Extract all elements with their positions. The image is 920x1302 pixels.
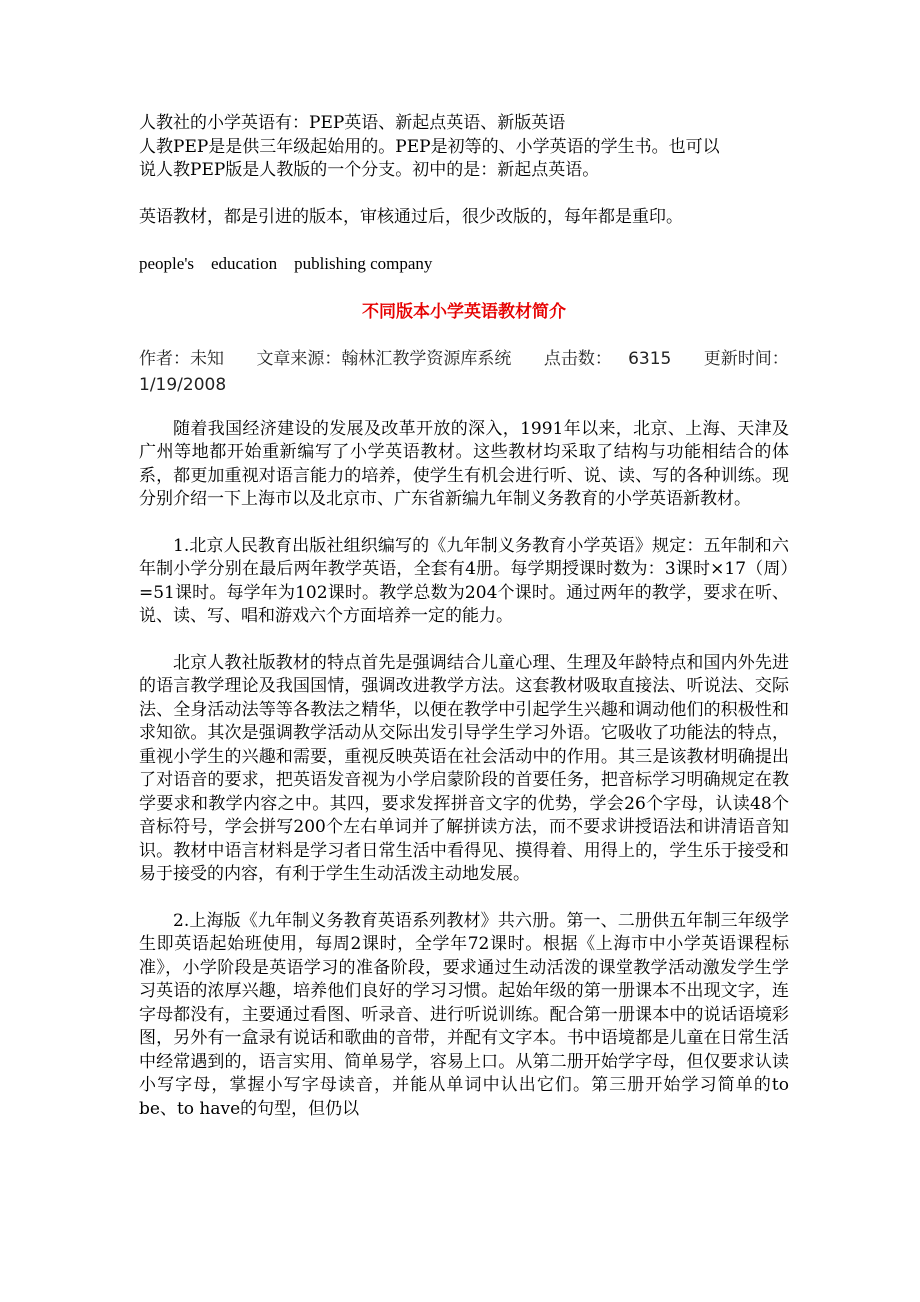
paragraph-shanghai: 2.上海版《九年制义务教育英语系列教材》共六册。第一、二册供五年制三年级学生即英语起始班使用，每周2课时，全学年72课时。根据《上海市中小学英语课程标准》，小学阶段是英语学习的准备阶段，要求通过生动活泼的课堂教学活动激发学生学习英语的浓厚兴趣，培养他们良好的学习习惯。起始年级的第一册课本不出现文字，连字母都没有，主要通过看图、听录音、进行听说训练。配合第一册课本中的说话语境彩图，另外有一盒录有说话和歌曲的音带，并配有文字本。书中语境都是儿童在日常生活中经常遇到的，语言实用、简单易学，容易上口。从第二册开始学字母，但仅要求认读小写字母，掌握小写字母读音，并能从单词中认出它们。第三册开始学习简单的to be、to have的句型，但仍以 [139, 910, 789, 1119]
intro-line-1: 人教社的小学英语有：PEP英语、新起点英语、新版英语 [139, 113, 566, 133]
updated-label: 更新时间： [703, 348, 789, 369]
paragraph-beijing-overview: 1.北京人民教育出版社组织编写的《九年制义务教育小学英语》规定：五年制和六年制小学分别在最后两年教学英语，全套有4册。每学期授课时数为：3课时×17（周）=51课时。每学年为102课时。教学总数为204个课时。通过两年的教学，要求在听、说、读、写、唱和游戏六个方面培养一定的能力。 [139, 535, 789, 626]
source: 文章来源：翰林汇教学资源库系统 [256, 348, 512, 369]
intro-line-2: 人教PEP是是供三年级起始用的。PEP是初等的、小学英语的学生书。也可以 [139, 136, 720, 157]
updated-value: 1/19/2008 [139, 374, 227, 395]
publisher-name: people's education publishing company [139, 254, 433, 273]
paragraph-beijing-features: 北京人教社版教材的特点首先是强调结合儿童心理、生理及年龄特点和国内外先进的语言教学理论及我国国情，强调改进教学方法。这套教材吸取直接法、听说法、交际法、全身活动法等等各教法之精华，以便在教学中引起学生兴趣和调动他们的积极性和求知欲。其次是强调教学活动从交际出发引导学生学习外语。它吸收了功能法的特点，重视小学生的兴趣和需要，重视反映英语在社会活动中的作用。其三是该教材明确提出了对语音的要求，把英语发音视为小学启蒙阶段的首要任务，把音标学习明确规定在教学要求和教学内容之中。其四，要求发挥拼音文字的优势，学会26个字母，认读48个音标符号，学会拼写200个左右单词并了解拼读方法，而不要求讲授语法和讲清语音知识。教材中语言材料是学习者日常生活中看得见、摸得着、用得上的，学生乐于接受和易于接受的内容，有利于学生生动活泼主动地发展。 [139, 652, 789, 884]
paragraph-intro: 随着我国经济建设的发展及改革开放的深入，1991年以来，北京、上海、天津及广州等地都开始重新编写了小学英语教材。这些教材均采取了结构与功能相结合的体系，都更加重视对语言能力的培养，使学生有机会进行听、说、读、写的各种训练。现分别介绍一下上海市以及北京市、广东省新编九年制义务教育的小学英语新教材。 [139, 418, 789, 509]
article-title: 不同版本小学英语教材简介 [362, 301, 566, 322]
article-meta [139, 346, 789, 398]
intro-line-3: 说人教PEP版是人教版的一个分支。初中的是：新起点英语。 [139, 160, 600, 180]
document-page [139, 112, 789, 1144]
note-text: 英语教材，都是引进的版本，审核通过后，很少改版的，每年都是重印。 [139, 206, 683, 227]
intro-block [139, 112, 789, 183]
clicks-value: 6315 [628, 348, 672, 369]
author: 作者：未知 [139, 348, 224, 369]
clicks-label: 点击数： [543, 348, 612, 369]
